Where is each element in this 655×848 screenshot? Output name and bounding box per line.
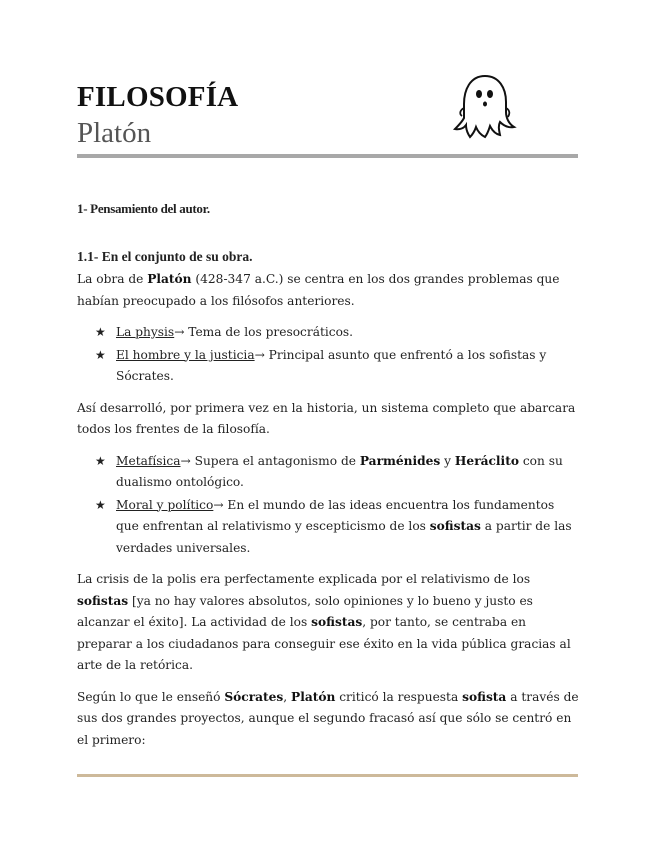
text-run: y (440, 453, 455, 468)
paragraph-system: Así desarrolló, por primera vez en la historia, un sistema completo que abarcara todos los frentes de la filosofía. (77, 400, 576, 436)
text-run: Según lo que le enseñó (77, 689, 225, 704)
list-item-term: La physis (116, 325, 175, 339)
bold-text: sofistas (311, 615, 363, 629)
bold-text: sofista (462, 689, 507, 704)
list-item (95, 495, 579, 560)
ghost-icon (452, 72, 518, 146)
list-item-term: Moral y político (116, 497, 214, 512)
text-run: a partir de las verdades universales. (116, 519, 572, 555)
text-run: → En el mundo de las ideas encuentra los fundamentos que enfrentan al relativismo y escepticismo de los (116, 497, 555, 533)
frentes-list (77, 451, 579, 560)
list-item (95, 345, 579, 388)
list-item (95, 322, 579, 344)
paragraph-socrates (77, 687, 579, 752)
section-heading: 1- Pensamiento del autor. (77, 201, 210, 216)
bold-text: Platón (291, 689, 336, 704)
document-body (77, 198, 579, 761)
star-bullet-icon: ★ (95, 347, 106, 362)
star-bullet-icon: ★ (95, 325, 106, 339)
list-item-term: El hombre y la justicia (116, 347, 255, 362)
text-run: criticó la respuesta (335, 689, 463, 704)
text-run: , (283, 689, 292, 704)
text-run: a través de sus dos grandes proyectos, aunque el segundo fracasó así que sólo se centró en el primero: (77, 689, 579, 747)
text-run: La crisis de la polis era perfectamente explicada por el relativismo de los (77, 572, 531, 586)
document-subtitle: Platón (77, 117, 152, 149)
bold-text: sofistas (429, 519, 481, 533)
star-bullet-icon: ★ (95, 453, 106, 468)
bold-text: Parménides (359, 453, 441, 468)
paragraph-crisis (77, 569, 579, 677)
list-item (95, 451, 579, 494)
header-divider (77, 154, 578, 158)
bold-text: Heráclito (454, 453, 519, 468)
bold-text: sofistas (77, 593, 129, 608)
text-run: con su dualismo ontológico. (116, 453, 563, 489)
list-item-text: → Principal asunto que enfrentó a los sofistas y Sócrates. (116, 347, 547, 383)
bold-text: Platón (147, 272, 192, 286)
bold-text: Sócrates (224, 689, 284, 704)
list-item-text: → Tema de los presocráticos. (174, 325, 354, 339)
paragraph-intro (77, 269, 579, 312)
text-run: → Supera el antagonismo de (180, 453, 360, 468)
subsection-heading: 1.1- En el conjunto de su obra. (77, 248, 253, 264)
star-bullet-icon: ★ (95, 497, 106, 512)
document-title: FILOSOFÍA (77, 81, 239, 113)
topics-list (77, 322, 579, 388)
text-run: , por tanto, se centraba en preparar a los ciudadanos para conseguir ese éxito en la vida pública gracias al arte de la retórica. (77, 615, 571, 672)
footer-divider (77, 774, 578, 777)
text-run: La obra de (77, 272, 148, 286)
list-item-term: Metafísica (116, 453, 181, 468)
text-run: [ya no hay valores absolutos, solo opiniones y lo bueno y justo es alcanzar el éxito]. La actividad de los (77, 593, 533, 629)
text-run: (428-347 a.C.) se centra en los dos grandes problemas que habían preocupado a los filósofos anteriores. (77, 272, 560, 308)
